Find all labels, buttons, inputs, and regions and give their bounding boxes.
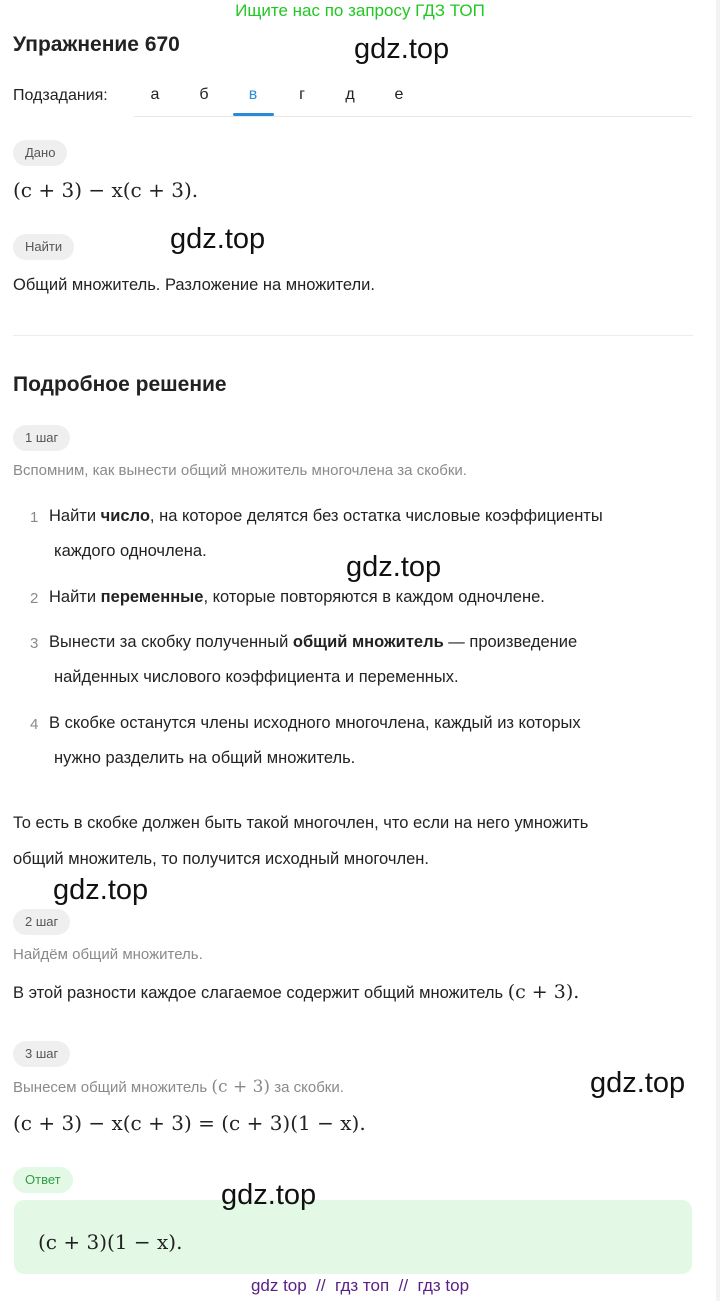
exercise-title: Упражнение 670	[13, 33, 180, 56]
divider	[13, 335, 693, 336]
find-badge: Найти	[13, 234, 74, 260]
tab-e[interactable]: е	[394, 86, 404, 103]
answer-badge: Ответ	[13, 1167, 73, 1193]
solution-title: Подробное решение	[13, 373, 227, 396]
step1-intro: Вспомним, как вынести общий множитель многочлена за скобки.	[13, 462, 467, 479]
step2-intro: Найдём общий множитель.	[13, 946, 203, 963]
watermark: gdz.top	[53, 874, 149, 906]
list-number: 2	[30, 590, 39, 607]
step3-intro: Вынесем общий множитель (c + 3) за скобки.	[13, 1077, 344, 1097]
watermark: gdz.top	[221, 1179, 317, 1211]
given-expression: (c + 3) − x(c + 3).	[13, 178, 199, 202]
answer-expression: (c + 3)(1 − x).	[38, 1230, 183, 1254]
list-item: Вынести за скобку полученный общий множитель — произведение найденных числового коэффициента и переменных.	[49, 633, 578, 686]
step1-summary: То есть в скобке должен быть такой многочлен, что если на него умножить общий множитель, то получится исходный многочлен.	[13, 814, 589, 868]
list-number: 1	[30, 509, 39, 526]
watermark: gdz.top	[346, 551, 442, 583]
step2-expression: (c + 3).	[507, 981, 580, 1003]
tab-v[interactable]: в	[248, 86, 258, 103]
watermark: gdz.top	[170, 223, 266, 255]
step1-badge: 1 шаг	[13, 425, 70, 451]
tab-b[interactable]: б	[199, 86, 209, 103]
step2-text: В этой разности каждое слагаемое содержит общий множитель (c + 3).	[13, 981, 580, 1003]
top-banner: Ищите нас по запросу ГДЗ ТОП	[235, 1, 485, 20]
find-text: Общий множитель. Разложение на множители.	[13, 276, 375, 294]
given-badge: Дано	[13, 140, 67, 166]
step3-expression: (c + 3) − x(c + 3) = (c + 3)(1 − x).	[13, 1111, 366, 1135]
step3-badge: 3 шаг	[13, 1041, 70, 1067]
list-number: 3	[30, 635, 39, 652]
watermark: gdz.top	[590, 1067, 686, 1099]
tab-a[interactable]: а	[150, 86, 160, 103]
watermark: gdz.top	[354, 33, 450, 65]
answer-box	[14, 1200, 692, 1274]
tab-g[interactable]: г	[299, 86, 305, 103]
list-item: В скобке останутся члены исходного многочлена, каждый из которых нужно разделить на общий множитель.	[49, 714, 581, 767]
scrollbar[interactable]	[716, 0, 720, 1301]
list-item: Найти число, на которое делятся без остатка числовые коэффициенты каждого одночлена.	[49, 507, 603, 560]
tab-d[interactable]: д	[345, 86, 355, 103]
footer-links: gdz top // гдз топ // гдз top	[250, 1276, 470, 1295]
active-tab-indicator	[233, 113, 274, 116]
subtask-tabs	[134, 80, 692, 117]
subtasks-label: Подзадания:	[13, 87, 108, 104]
list-number: 4	[30, 716, 39, 733]
step2-badge: 2 шаг	[13, 909, 70, 935]
list-item: Найти переменные, которые повторяются в каждом одночлене.	[49, 588, 545, 606]
